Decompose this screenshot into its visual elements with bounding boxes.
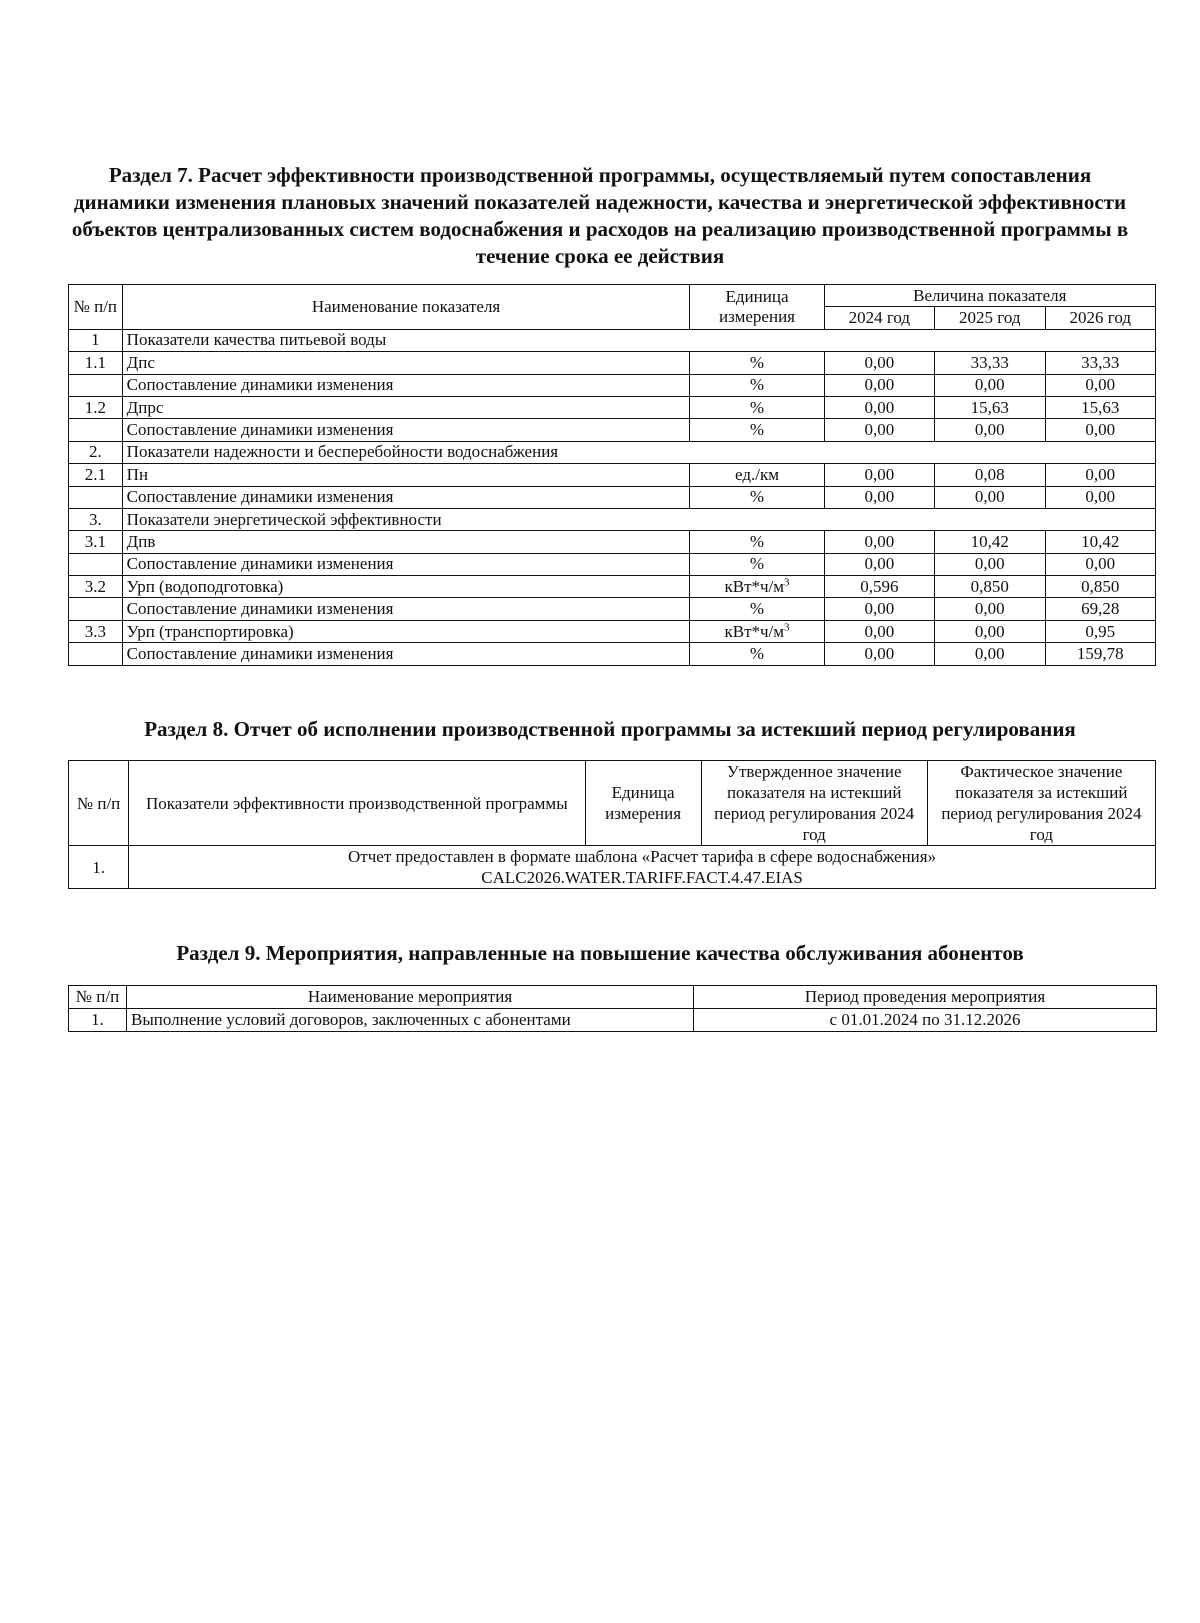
value-2024: 0,00: [824, 352, 934, 374]
row-num: [69, 553, 123, 575]
value-2024: 0,00: [824, 396, 934, 418]
table-row: [69, 396, 1156, 418]
value-2025: 0,08: [935, 464, 1045, 486]
unit-text: %: [749, 352, 765, 372]
row-unit: [690, 374, 824, 396]
header-num: № п/п: [69, 285, 123, 330]
value-2025: 0,00: [935, 620, 1045, 642]
header-actual: Фактическое значение показателя за истекший период регулирования 2024 год: [927, 761, 1155, 846]
row-unit: [690, 620, 824, 642]
row-period: с 01.01.2024 по 31.12.2026: [694, 1009, 1157, 1032]
row-num: [69, 598, 123, 620]
value-2026: 33,33: [1045, 352, 1155, 374]
row-num: [69, 643, 123, 665]
group-num: 2.: [69, 441, 123, 463]
value-2024: 0,00: [824, 643, 934, 665]
table-row: [69, 531, 1156, 553]
row-unit: [690, 576, 824, 598]
group-num: 1: [69, 329, 123, 351]
value-2026: 159,78: [1045, 643, 1155, 665]
value-2025: 0,00: [935, 553, 1045, 575]
unit-text: %: [749, 397, 765, 417]
header-2026: 2026 год: [1045, 307, 1155, 329]
table-row: [69, 486, 1156, 508]
value-2024: 0,00: [824, 374, 934, 396]
table-row: [69, 464, 1156, 486]
value-2024: 0,00: [824, 531, 934, 553]
table-row: [69, 576, 1156, 598]
row-num: 2.1: [69, 464, 123, 486]
header-name: Показатели эффективности производственной программы: [129, 761, 585, 846]
header-value-group: Величина показателя: [824, 285, 1155, 307]
row-unit: [690, 486, 824, 508]
row-unit: [690, 464, 824, 486]
unit-superscript: 3: [784, 576, 790, 589]
row-num: 1.: [69, 1009, 127, 1032]
header-name: Наименование мероприятия: [127, 986, 694, 1009]
section-7-table: [68, 284, 1156, 666]
row-unit: [690, 643, 824, 665]
value-2026: 0,95: [1045, 620, 1155, 642]
unit-text: %: [749, 487, 765, 507]
row-num: [69, 419, 123, 441]
report-note: [129, 846, 1156, 889]
row-unit: [690, 531, 824, 553]
value-2025: 0,00: [935, 598, 1045, 620]
header-period: Период проведения мероприятия: [694, 986, 1157, 1009]
row-num: 1.2: [69, 396, 123, 418]
report-note-line-2: CALC2026.WATER.TARIFF.FACT.4.47.EIAS: [481, 868, 803, 887]
group-num: 3.: [69, 508, 123, 530]
value-2025: 0,00: [935, 374, 1045, 396]
row-num: [69, 486, 123, 508]
table-row: [69, 553, 1156, 575]
value-2024: 0,00: [824, 553, 934, 575]
row-name: Сопоставление динамики изменения: [122, 486, 690, 508]
section-8-table: [68, 760, 1156, 889]
value-2026: 0,00: [1045, 419, 1155, 441]
table-row: [69, 1009, 1157, 1032]
row-unit: [690, 352, 824, 374]
table-row: [69, 643, 1156, 665]
row-name: Урп (водоподготовка): [122, 576, 690, 598]
row-num: 3.3: [69, 620, 123, 642]
unit-superscript: 3: [784, 620, 790, 633]
value-2024: 0,00: [824, 620, 934, 642]
unit-text: %: [749, 643, 765, 663]
group-name: Показатели надежности и бесперебойности водоснабжения: [122, 441, 1155, 463]
table-row: [69, 419, 1156, 441]
row-num: 1.1: [69, 352, 123, 374]
header-2025: 2025 год: [935, 307, 1045, 329]
value-2026: 69,28: [1045, 598, 1155, 620]
row-name: Дпс: [122, 352, 690, 374]
value-2024: 0,00: [824, 486, 934, 508]
value-2025: 0,850: [935, 576, 1045, 598]
unit-text: %: [749, 420, 765, 440]
row-unit: [690, 419, 824, 441]
row-num: 1.: [69, 846, 129, 889]
unit-text: %: [749, 531, 765, 551]
header-unit: Единица измерения: [690, 285, 824, 330]
row-name: Сопоставление динамики изменения: [122, 553, 690, 575]
unit-text: %: [749, 375, 765, 395]
unit-text: кВт*ч/м: [724, 576, 785, 596]
value-2026: 15,63: [1045, 396, 1155, 418]
value-2025: 33,33: [935, 352, 1045, 374]
row-name: Сопоставление динамики изменения: [122, 598, 690, 620]
unit-text: ед./км: [735, 464, 779, 484]
row-name: Пн: [122, 464, 690, 486]
unit-text: кВт*ч/м: [724, 621, 785, 641]
row-name: Выполнение условий договоров, заключенных с абонентами: [127, 1009, 694, 1032]
row-name: Урп (транспортировка): [122, 620, 690, 642]
row-num: [69, 374, 123, 396]
header-num: № п/п: [69, 761, 129, 846]
value-2026: 0,00: [1045, 464, 1155, 486]
table-row: [69, 620, 1156, 642]
value-2024: 0,596: [824, 576, 934, 598]
row-name: Дпв: [122, 531, 690, 553]
group-name: Показатели качества питьевой воды: [122, 329, 1155, 351]
header-2024: 2024 год: [824, 307, 934, 329]
section-7-title: Раздел 7. Расчет эффективности производственной программы, осуществляемый путем сопоставления динамики изменения плановых значений показателей надежности, качества и энергетической эффективности объектов централизованных систем водоснабжения и расходов на реализацию производственной программы в течение срока ее действия: [71, 163, 1129, 268]
value-2025: 0,00: [935, 643, 1045, 665]
table-row: [69, 846, 1156, 889]
row-name: Сопоставление динамики изменения: [122, 374, 690, 396]
row-num: 3.1: [69, 531, 123, 553]
value-2025: 15,63: [935, 396, 1045, 418]
value-2026: 0,00: [1045, 374, 1155, 396]
row-num: 3.2: [69, 576, 123, 598]
row-unit: [690, 598, 824, 620]
value-2025: 0,00: [935, 486, 1045, 508]
table-row: [69, 598, 1156, 620]
row-name: Дпрс: [122, 396, 690, 418]
value-2026: 0,00: [1045, 486, 1155, 508]
group-name: Показатели энергетической эффективности: [122, 508, 1155, 530]
header-unit: Единица измерения: [585, 761, 701, 846]
group-row: [69, 441, 1156, 463]
header-approved: Утвержденное значение показателя на истекший период регулирования 2024 год: [701, 761, 927, 846]
table-header-row: [69, 761, 1156, 846]
value-2025: 0,00: [935, 419, 1045, 441]
unit-text: %: [749, 554, 765, 574]
value-2026: 0,850: [1045, 576, 1155, 598]
header-name: Наименование показателя: [122, 285, 690, 330]
header-num: № п/п: [69, 986, 127, 1009]
table-row: [69, 374, 1156, 396]
value-2026: 0,00: [1045, 553, 1155, 575]
unit-text: %: [749, 599, 765, 619]
row-unit: [690, 396, 824, 418]
group-row: [69, 508, 1156, 530]
section-8-title: Раздел 8. Отчет об исполнении производственной программы за истекший период регулирования: [144, 717, 1076, 741]
value-2026: 10,42: [1045, 531, 1155, 553]
value-2024: 0,00: [824, 464, 934, 486]
value-2025: 10,42: [935, 531, 1045, 553]
row-unit: [690, 553, 824, 575]
value-2024: 0,00: [824, 419, 934, 441]
section-9-title: Раздел 9. Мероприятия, направленные на повышение качества обслуживания абонентов: [176, 941, 1024, 965]
report-note-line-1: Отчет предоставлен в формате шаблона «Расчет тарифа в сфере водоснабжения»: [348, 847, 937, 866]
section-9-table: [68, 985, 1157, 1032]
value-2024: 0,00: [824, 598, 934, 620]
table-header-row: [69, 986, 1157, 1009]
group-row: [69, 329, 1156, 351]
table-row: [69, 352, 1156, 374]
row-name: Сопоставление динамики изменения: [122, 419, 690, 441]
row-name: Сопоставление динамики изменения: [122, 643, 690, 665]
table-header-row: [69, 285, 1156, 307]
